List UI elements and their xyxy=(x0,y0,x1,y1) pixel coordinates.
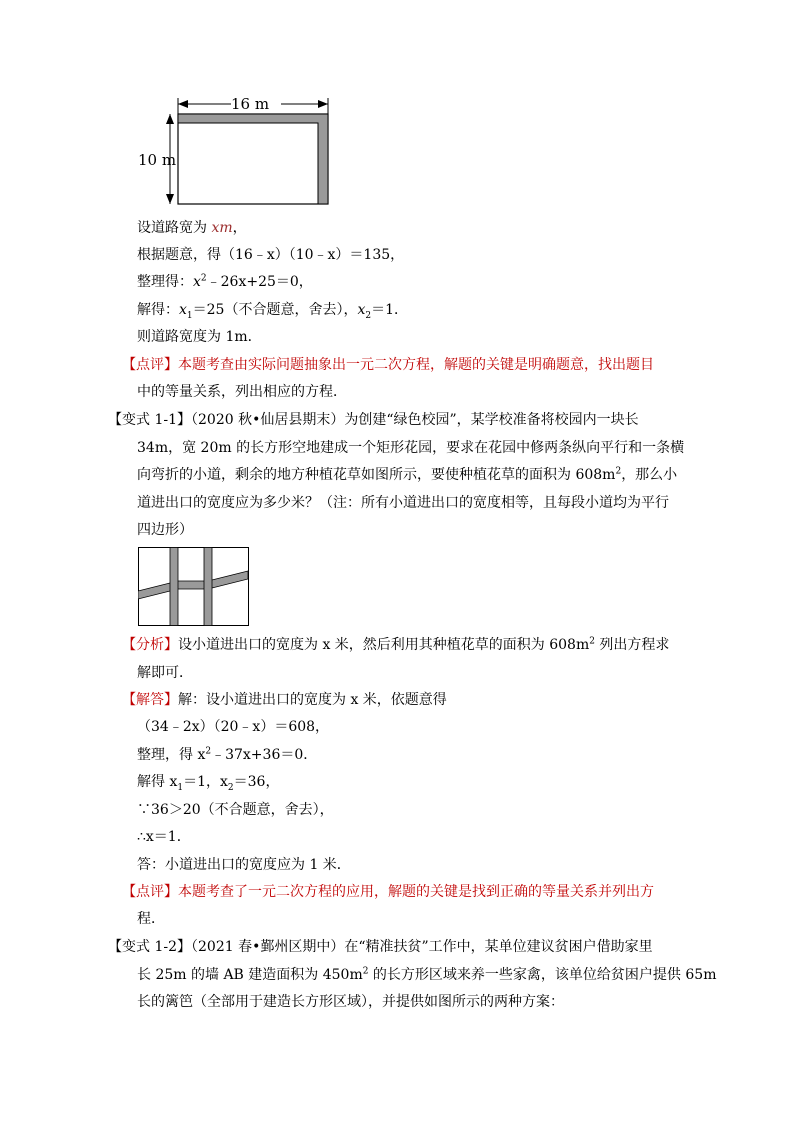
text-line: 则道路宽度为 1m． xyxy=(137,329,262,345)
comment-line: 【点评】本题考查由实际问题抽象出一元二次方程，解题的关键是明确题意，找出题目 xyxy=(122,357,654,373)
comment-line: 【点评】本题考查了一元二次方程的应用，解题的关键是找到正确的等量关系并列出方 xyxy=(122,884,654,900)
text-line: 解得：$x_1=25$（不合题意，舍去），$x_2=1$． xyxy=(137,302,409,321)
variant-1-1-line: 四边形） xyxy=(137,522,193,538)
answer-line: 答：小道进出口的宽度应为 1 米． xyxy=(137,857,351,873)
comment-line: 中的等量关系，列出相应的方程． xyxy=(137,384,347,400)
answer-line: 解得 $x_1=1$，$x_2=36$， xyxy=(137,774,280,793)
fig1-top-label: 16 m xyxy=(231,95,270,113)
answer-line: （34﹣2x）（20﹣x）＝608， xyxy=(137,719,330,735)
variant-1-2-line: 长的篱笆（全部用于建造长方形区域），并提供如图所示的两种方案： xyxy=(137,994,564,1010)
figure-garden-paths xyxy=(138,547,250,627)
variant-1-1-line: 向弯折的小道，剩余的地方种植花草如图所示，要使种植花草的面积为 $608m^2$，那么小 xyxy=(137,466,678,483)
comment-line: 程． xyxy=(137,911,165,927)
analysis-line: 【分析】设小道进出口的宽度为 x 米，然后利用其种植花草的面积为 $608m^2$ 列出方程求 xyxy=(122,636,670,653)
answer-line: 【解答】解：设小道进出口的宽度为 x 米，依题意得 xyxy=(122,692,447,708)
variant-1-1-line: 道进出口的宽度应为多少米？（注：所有小道进出口的宽度相等，且每段小道均为平行 xyxy=(137,495,669,511)
answer-line: ∴x＝1． xyxy=(137,829,191,845)
variant-1-2-line: 【变式 1-2】（2021 春•鄞州区期中）在“精准扶贫”工作中，某单位建议贫困户借助家里 xyxy=(108,939,653,955)
answer-line: 整理，得 $x^2﹣37x+36=0$． xyxy=(137,746,318,763)
analysis-line: 解即可． xyxy=(137,665,193,681)
answer-line: ∵36＞20（不合题意，舍去）， xyxy=(137,802,334,818)
variant-1-1-line: 34m，宽 20m 的长方形空地建成一个矩形花园，要求在花园中修两条纵向平行和一条横 xyxy=(137,440,685,456)
text-line: 设道路宽为 xm， xyxy=(137,220,247,236)
text-line: 根据题意，得（16﹣x）（10﹣x）＝135， xyxy=(137,247,405,263)
fig1-left-label: 10 m xyxy=(138,151,177,169)
variant-1-1-line: 【变式 1-1】（2020 秋•仙居县期末）为创建“绿色校园”，某学校准备将校园内一块长 xyxy=(108,412,639,428)
text-line: 整理得：$x^2﹣26x+25=0$， xyxy=(137,273,313,290)
variant-1-2-line: 长 25m 的墙 AB 建造面积为 $450m^2$ 的长方形区域来养一些家禽，该单位给贫困户提供 65m xyxy=(137,966,717,983)
